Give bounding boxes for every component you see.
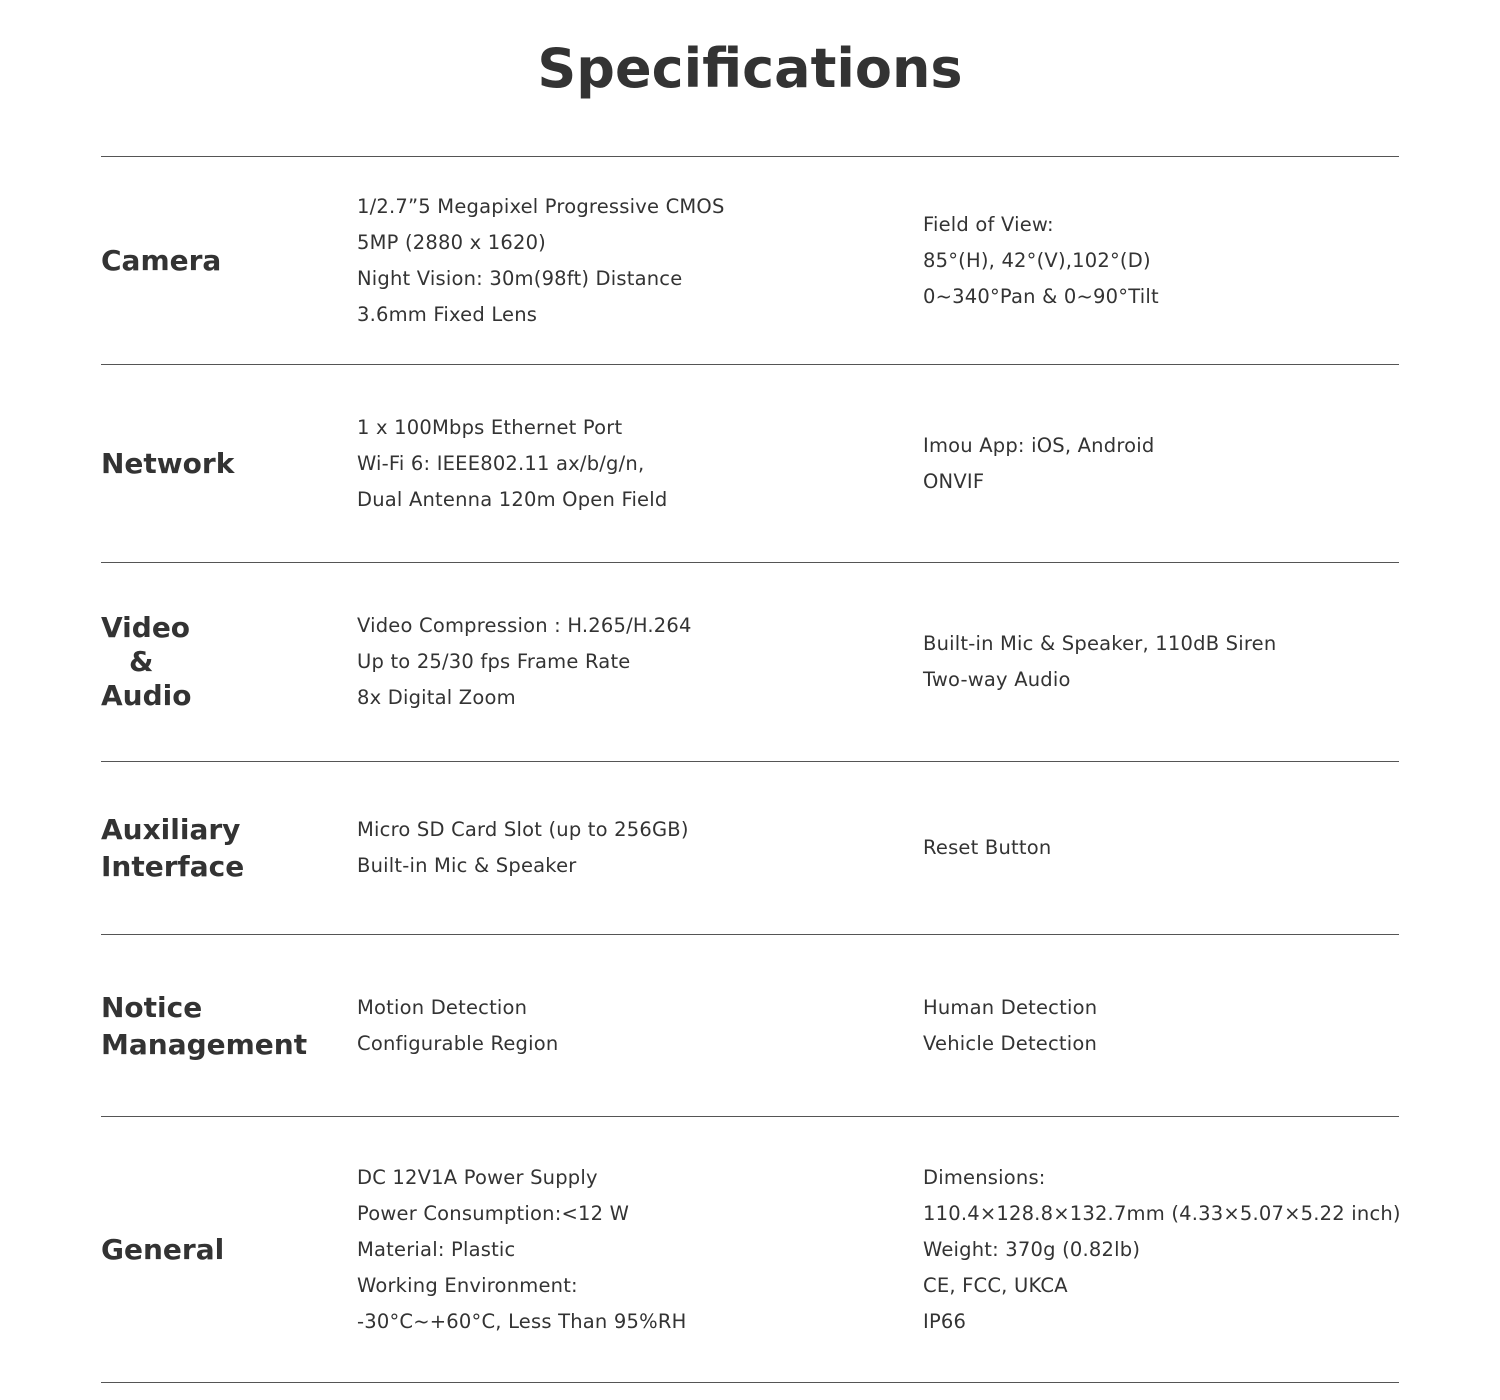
spec-row-network <box>101 365 1399 563</box>
spec-value: Field of View: <box>923 212 1054 236</box>
spec-heading-line: Network <box>101 447 235 480</box>
page-title: Specifications <box>537 37 963 100</box>
spec-value: 1/2.7”5 Megapixel Progressive CMOS <box>357 194 725 218</box>
spec-row-general <box>101 1117 1399 1383</box>
spec-heading-line: Notice <box>101 990 203 1024</box>
spec-heading-line: Camera <box>101 244 222 277</box>
spec-row-video-audio <box>101 563 1399 762</box>
spec-heading-line: General <box>101 1233 225 1266</box>
spec-row-camera <box>101 157 1399 365</box>
spec-row-auxiliary-interface <box>101 762 1399 935</box>
spec-col-left-video-audio <box>357 608 923 716</box>
spec-value: DC 12V1A Power Supply <box>357 1165 598 1189</box>
spec-value: Video Compression : H.265/H.264 <box>357 614 692 637</box>
spec-col-left-general <box>357 1160 923 1340</box>
spec-heading-line: Interface <box>101 850 245 883</box>
spec-value: Built-in Mic & Speaker <box>357 854 577 877</box>
spec-value: Dimensions: <box>923 1165 1046 1189</box>
spec-col-left-auxiliary-interface <box>357 812 923 884</box>
spec-value: Wi-Fi 6: IEEE802.11 ax/b/g/n, <box>357 451 645 475</box>
spec-value: Configurable Region <box>357 1031 559 1055</box>
spec-heading-line: Video <box>101 611 191 644</box>
spec-value: Weight: 370g (0.82lb) <box>923 1237 1141 1261</box>
spec-value: Dual Antenna 120m Open Field <box>357 487 668 511</box>
spec-heading-camera <box>101 242 357 279</box>
spec-value: Up to 25/30 fps Frame Rate <box>357 650 631 673</box>
spec-value: Power Consumption:<12 W <box>357 1201 630 1225</box>
spec-value: Night Vision: 30m(98ft) Distance <box>357 266 683 290</box>
spec-value: 1 x 100Mbps Ethernet Port <box>357 415 623 439</box>
spec-heading-line: & <box>129 645 154 678</box>
spec-value: Micro SD Card Slot (up to 256GB) <box>357 818 689 841</box>
spec-value: IP66 <box>923 1309 967 1333</box>
spec-heading-line: Audio <box>101 679 192 712</box>
spec-heading-notice-management <box>101 989 357 1063</box>
spec-col-right-video-audio <box>923 626 1399 698</box>
spec-value: Motion Detection <box>357 995 528 1019</box>
spec-heading-line: Auxiliary <box>101 813 241 846</box>
spec-table <box>101 156 1399 1383</box>
spec-value: 8x Digital Zoom <box>357 686 516 709</box>
spec-col-left-camera <box>357 189 923 333</box>
spec-value: Built-in Mic & Speaker, 110dB Siren <box>923 632 1277 655</box>
spec-value: 3.6mm Fixed Lens <box>357 302 538 326</box>
spec-value: ONVIF <box>923 469 985 493</box>
spec-col-right-camera <box>923 207 1399 315</box>
spec-col-right-general <box>923 1160 1401 1340</box>
spec-value: -30°C~+60°C, Less Than 95%RH <box>357 1309 687 1333</box>
spec-value: Vehicle Detection <box>923 1031 1098 1055</box>
spec-value: CE, FCC, UKCA <box>923 1273 1068 1297</box>
spec-heading-general <box>101 1231 357 1268</box>
spec-value: Human Detection <box>923 995 1098 1019</box>
spec-value: Reset Button <box>923 836 1052 859</box>
spec-heading-line: Management <box>101 1027 308 1061</box>
spec-value: Material: Plastic <box>357 1237 516 1261</box>
spec-value: 85°(H), 42°(V),102°(D) <box>923 248 1151 272</box>
spec-col-right-network <box>923 428 1399 500</box>
spec-col-left-network <box>357 410 923 518</box>
spec-value: 0~340°Pan & 0~90°Tilt <box>923 284 1159 308</box>
spec-heading-video-audio <box>101 611 357 713</box>
spec-value: 110.4×128.8×132.7mm (4.33×5.07×5.22 inch) <box>923 1201 1401 1225</box>
spec-value: Imou App: iOS, Android <box>923 433 1155 457</box>
spec-col-right-auxiliary-interface <box>923 830 1399 866</box>
spec-value: Working Environment: <box>357 1273 578 1297</box>
spec-row-notice-management <box>101 935 1399 1117</box>
spec-value: Two-way Audio <box>923 668 1071 691</box>
spec-value: 5MP (2880 x 1620) <box>357 230 546 254</box>
spec-col-left-notice-management <box>357 990 923 1062</box>
spec-col-right-notice-management <box>923 990 1399 1062</box>
spec-heading-auxiliary-interface <box>101 811 357 885</box>
spec-heading-network <box>101 445 357 482</box>
